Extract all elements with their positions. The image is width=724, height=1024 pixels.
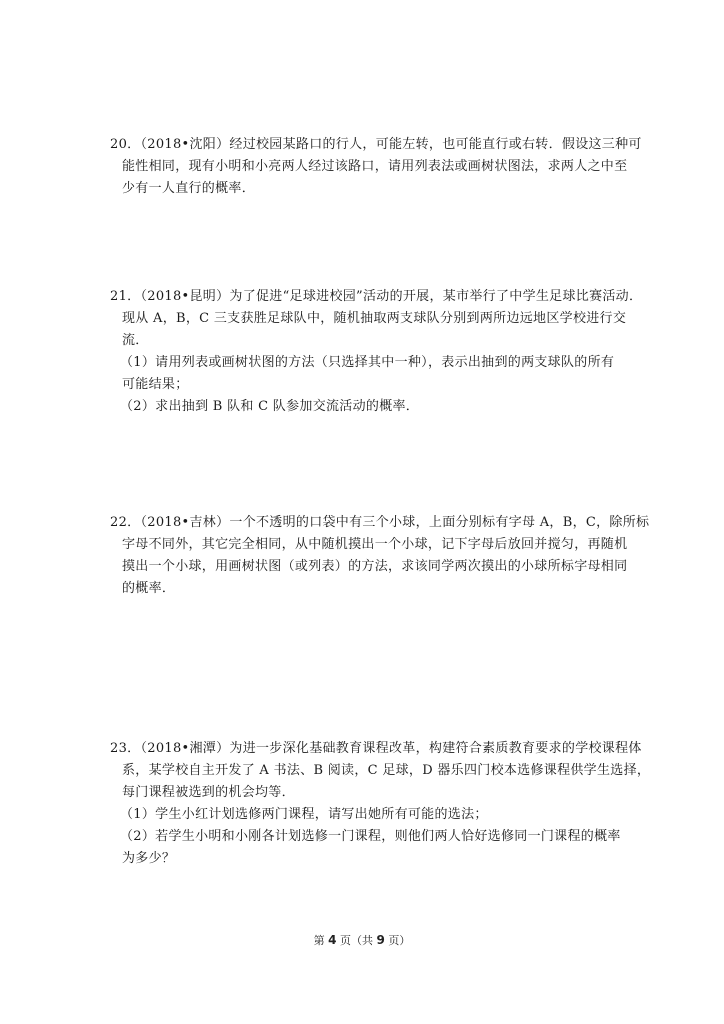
footer-total-pages: 9 [376,933,385,947]
problem-23-part-2-cont: 为多少？ [122,851,176,866]
problem-22-line-3: 摸出一个小球，用画树状图（或列表）的方法，求该同学两次摸出的小球所标字母相同 [122,559,628,574]
problem-20 [110,134,642,200]
problem-21-line-3: 流． [122,333,149,348]
problem-23-part-1: （1）学生小红计划选修两门课程，请写出她所有可能的选法； [120,807,488,822]
footer-prefix: 第 [313,934,325,947]
problem-23-line-1: 23．（2018•湘潭）为进一步深化基础教育课程改革，构建符合素质教育要求的学校课程体 [110,741,642,756]
problem-22-line-4: 的概率． [122,581,176,596]
problem-22 [110,512,650,600]
problem-22-line-1: 22．（2018•吉林）一个不透明的口袋中有三个小球，上面分别标有字母 A，B，C，除所标 [110,515,650,530]
page-footer [0,932,724,948]
problem-22-line-2: 字母不同外，其它完全相同，从中随机摸出一个小球，记下字母后放回并搅匀，再随机 [122,537,628,552]
problem-20-line-3: 少有一人直行的概率． [122,181,256,196]
problem-21-line-2: 现从 A，B，C 三支获胜足球队中，随机抽取两支球队分别到两所边远地区学校进行交 [122,311,627,326]
footer-middle: 页（共 [340,934,373,947]
problem-21-part-1-cont: 可能结果； [122,377,189,392]
problem-21-part-2: （2）求出抽到 B 队和 C 队参加交流活动的概率． [120,399,420,414]
problem-23-part-2: （2）若学生小明和小刚各计划选修一门课程，则他们两人恰好选修同一门课程的概率 [120,829,621,844]
footer-page-number: 4 [328,933,337,947]
problem-21-part-1: （1）请用列表或画树状图的方法（只选择其中一种），表示出抽到的两支球队的所有 [120,355,615,370]
problem-20-line-1: 20．（2018•沈阳）经过校园某路口的行人，可能左转，也可能直行或右转．假设这三种可 [110,137,642,152]
problem-21 [110,286,643,418]
problem-20-line-2: 能性相同，现有小明和小亮两人经过该路口，请用列表法或画树状图法，求两人之中至 [122,159,628,174]
problem-21-line-1: 21．（2018•昆明）为了促进“足球进校园”活动的开展，某市举行了中学生足球比赛活动． [110,289,643,304]
footer-suffix: 页） [388,934,411,947]
problem-23-line-2: 系，某学校自主开发了 A 书法、B 阅读，C 足球，D 器乐四门校本选修课程供学生选择， [122,763,651,778]
problem-23-line-3: 每门课程被选到的机会均等． [122,785,295,800]
problem-23 [110,738,651,870]
